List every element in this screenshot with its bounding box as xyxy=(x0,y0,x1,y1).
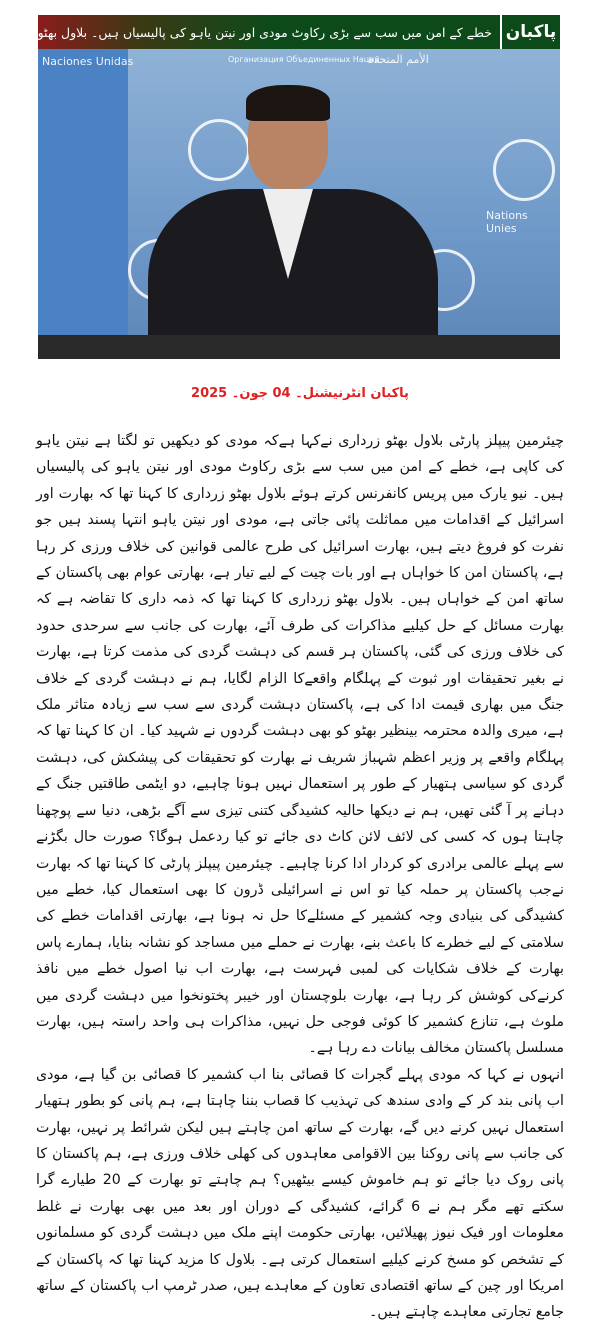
article-paragraph: انہوں نے کہا کہ مودی پہلے گجرات کا قصائی بنا اب کشمیر کا قصائی بن گیا ہے، مودی اب پانی بند کر کے وادی سندھ کی تہذیب کا قصاب بننا چاہتا ہے، ہم پانی کو بطور ہتھیار استعمال نہیں کرنے دیں گے، بھارت کے ساتھ امن چاہتے ہیں لیکن شرائط پر نہیں، بھارت کی جانب سے پانی روکنا بین الاقوامی معاہدوں کی کھلی خلاف ورزی ہے، ہم پاکستان کا پانی روک دیا جائے تو ہم خاموش کیسے بیٹھیں؟ ہم چاہتے تو بھارت کے 20 طیارے گرا سکتے تھے مگر ہم نے 6 گرائے، کشیدگی کے دوران اور بعد میں بھی بھارت نے غلط معلومات اور فیک نیوز پھیلائیں، بھارتی حکومت اپنے ملک میں دہشت گردی کو مسلمانوں کے تشخص کو مسخ کرنے کیلیے استعمال کرتی ہے۔ بلاول کا مزید کہنا تھا کہ پاکستان کے امریکا اور چین کے ساتھ اقتصادی تعاون کے معاہدے ہیں، صدر ٹرمپ اب پاکستان کے ساتھ جامع تجارتی معاہدے چاہتے ہیں۔ xyxy=(36,1066,564,1321)
brand-logo[interactable]: پاکبان xyxy=(500,15,560,49)
sign-french: Nations Unies xyxy=(486,209,528,235)
sign-russian: Организация Объединенных Наций xyxy=(228,55,380,64)
article-body xyxy=(36,428,564,1326)
un-flag xyxy=(38,49,128,359)
speaker-figure xyxy=(148,89,438,359)
podium-desk xyxy=(38,335,560,359)
article-paragraph: چیئرمین پیپلز پارٹی بلاول بھٹو زرداری نےکہا ہےکہ مودی کو دیکھیں تو لگتا ہے نیتن یاہو کی کاپی ہے، خطے کے امن میں سب سے بڑی رکاوٹ مودی اور نیتن یاہو کی پالیسیاں ہیں۔ نیو یارک میں پریس کانفرنس کرتے ہوئے بلاول بھٹو زرداری کا کہنا تھا کہ بھارت اور اسرائیل کے اقدامات میں مماثلت پائی جاتی ہے، مودی اور نیتن یاہو انتہا پسند ہیں جو نفرت کو فروغ دیتے ہیں، بھارت اسرائیل کی طرح عالمی قوانین کی خلاف ورزی کر رہا ہے، پاکستان امن کا خواہاں ہے اور بات چیت کے لیے تیار ہے، بھارتی عوام بھی پاکستان کے ساتھ امن کے خواہاں ہیں۔ بلاول بھٹو زرداری کا کہنا تھا کہ ذمہ داری کا تقاضہ ہے کہ بھارت مسائل کے حل کیلیے مذاکرات کی طرف آئے، بھارت کی جانب سے سرحدی حدود کی خلاف ورزی کی گئی، پاکستان ہر قسم کی دہشت گردی کی مذمت کرتا ہے، بھارت نے بغیر تحقیقات اور ثبوت کے پہلگام واقعےکا الزام لگایا، ہم نے دہشت گردی کے خلاف جنگ میں بھاری قیمت ادا کی ہے، پاکستان دہشت گردی سے سب سے زیادہ متاثر ملک ہے، میری والدہ محترمہ بینظیر بھٹو کو بھی دہشت گردوں نے شہید کیا۔ ان کا کہنا تھا کہ پہلگام واقعے پر وزیر اعظم شہباز شریف نے بھارت کو تحقیقات کی پیشکش کی، دہشت گردی کو سیاسی ہتھیار کے طور پر استعمال نہیں ہونا چاہیے، دو ایٹمی طاقتیں جنگ کے دہانے پر آ گئی تھیں، ہم نے دیکھا حالیہ کشیدگی کتنی تیزی سے آگے بڑھی، دنیا سے پوچھنا چاہتا ہوں کہ کسی کی لائف لائن کاٹ دی جائے تو کیا ردعمل ہوگا؟ صورت حال بگڑنے سے پہلے عالمی برادری کو کردار ادا کرنا چاہیے۔ چیئرمین پیپلز پارٹی کا کہنا تھا کہ بھارت نےجب پاکستان پر حملہ کیا تو اس نے اسرائیلی ڈرون کا بھی استعمال کیا، خطے میں کشیدگی کی بنیادی وجہ کشمیر کے مسئلےکا حل نہ ہونا ہے، بھارتی اقدامات خطے کی سلامتی کے لیے خطرے کا باعث بنے، بھارت نے حملے میں مساجد کو نشانہ بنایا، ہمارے پاس بھارت کے خلاف شکایات کی لمبی فہرست ہے، بھارت اب نیا اصول خطے میں نافذ کرنےکی کوشش کر رہا ہے، بھارت بلوچستان اور خیبر پختونخوا میں دہشت گردی میں ملوث ہے، تنازع کشمیر کا کوئی فوجی حل نہیں، مذاکرات ہی واحد راستہ ہیں، بھارت مسلسل پاکستان مخالف بیانات دے رہا ہے۔ xyxy=(36,433,564,1057)
un-emblem-icon xyxy=(493,139,555,201)
sign-arabic: الأمم المتحدة xyxy=(368,53,429,66)
headline-banner xyxy=(38,15,560,49)
article-photo xyxy=(38,49,560,359)
dateline: پاکبان انٹرنیشنل۔ 04 جون۔ 2025 xyxy=(191,386,409,401)
sign-spanish: Naciones Unidas xyxy=(42,55,134,68)
headline-text: خطے کے امن میں سب سے بڑی رکاوٹ مودی اور نیتن یاہو کی پالیسیاں ہیں۔ بلاول بھٹو xyxy=(38,24,492,40)
